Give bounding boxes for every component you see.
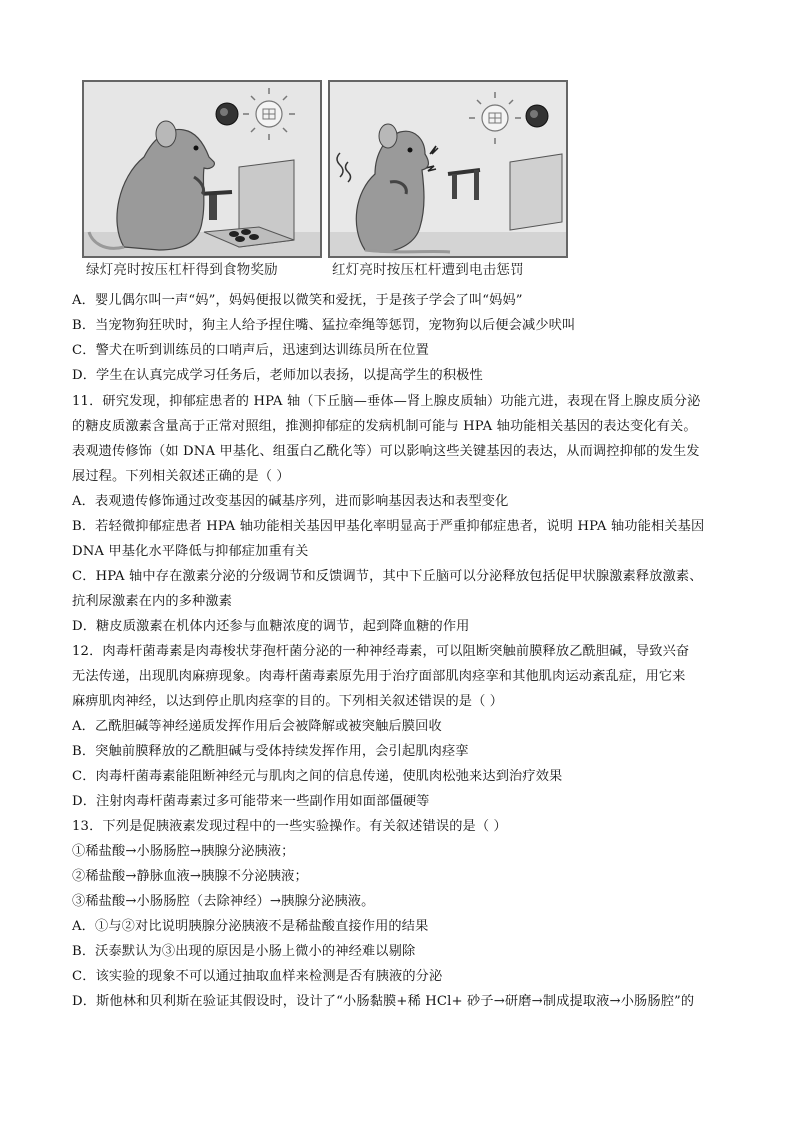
- question-11-stem-1: 11．研究发现，抑郁症患者的 HPA 轴（下丘脑—垂体—肾上腺皮质轴）功能亢进，表现在肾上腺皮质分泌: [72, 394, 701, 409]
- experiment-figure: [82, 80, 568, 258]
- figure-panel-food-reward: [82, 80, 322, 258]
- option-12b: B．突触前膜释放的乙酰胆碱与受体持续发挥作用，会引起肌肉痉挛: [72, 744, 469, 759]
- figure-panel-shock-punishment: [328, 80, 568, 258]
- option-11c-2: 抗利尿激素在内的多种激素: [72, 594, 233, 609]
- option-13d: D．斯他林和贝利斯在验证其假设时，设计了“小肠黏膜+稀 HCl+ 砂子→研磨→制成提取液→小肠肠腔”的: [72, 994, 695, 1009]
- option-12c: C．肉毒杆菌毒素能阻断神经元与肌肉之间的信息传递，使肌肉松弛来达到治疗效果: [72, 769, 563, 784]
- rat-food-reward-illustration: [84, 82, 320, 256]
- question-12-stem-2: 无法传递，出现肌肉麻痹现象。肉毒杆菌毒素原先用于治疗面部肌肉痉挛和其他肌肉运动紊乱症，用它来: [72, 669, 686, 684]
- question-11-stem-2: 的糖皮质激素含量高于正常对照组，推测抑郁症的发病机制可能与 HPA 轴功能相关基因的表达变化有关。: [72, 419, 697, 434]
- figure-captions: [82, 258, 568, 280]
- option-11a: A．表观遗传修饰通过改变基因的碱基序列，进而影响基因表达和表型变化: [72, 494, 509, 509]
- question-11-stem-4: 展过程。下列相关叙述正确的是（ ）: [72, 469, 290, 484]
- option-13c: C．该实验的现象不可以通过抽取血样来检测是否有胰液的分泌: [72, 969, 443, 984]
- option-10a: A．婴儿偶尔叫一声“妈”，妈妈便报以微笑和爱抚，于是孩子学会了叫“妈妈”: [72, 293, 523, 308]
- question-12-stem-3: 麻痹肌肉神经，以达到停止肌肉痉挛的目的。下列相关叙述错误的是（ ）: [72, 694, 504, 709]
- option-13a: A．①与②对比说明胰腺分泌胰液不是稀盐酸直接作用的结果: [72, 919, 429, 934]
- option-10c: C．警犬在听到训练员的口哨声后，迅速到达训练员所在位置: [72, 343, 430, 358]
- rat-shock-punishment-illustration: [330, 82, 566, 256]
- question-13-stem: 13．下列是促胰液素发现过程中的一些实验操作。有关叙述错误的是（ ）: [72, 819, 507, 834]
- option-10b: B．当宠物狗狂吠时，狗主人给予捏住嘴、猛拉牵绳等惩罚，宠物狗以后便会减少吠叫: [72, 318, 576, 333]
- option-11d: D．糖皮质激素在机体内还参与血糖浓度的调节，起到降血糖的作用: [72, 619, 470, 634]
- question-13-step-3: ③稀盐酸→小肠肠腔（去除神经）→胰腺分泌胰液。: [72, 894, 375, 909]
- question-11-stem-3: 表观遗传修饰（如 DNA 甲基化、组蛋白乙酰化等）可以影响这些关键基因的表达，从而调控抑郁的发生发: [72, 444, 700, 459]
- option-13b: B．沃泰默认为③出现的原因是小肠上微小的神经难以剔除: [72, 944, 416, 959]
- option-12a: A．乙酰胆碱等神经递质发挥作用后会被降解或被突触后膜回收: [72, 719, 442, 734]
- option-11c-1: C．HPA 轴中存在激素分泌的分级调节和反馈调节，其中下丘脑可以分泌释放包括促甲状腺激素释放激素、: [72, 569, 703, 584]
- option-11b-1: B．若轻微抑郁症患者 HPA 轴功能相关基因甲基化率明显高于严重抑郁症患者，说明 HPA 轴功能相关基因: [72, 519, 705, 534]
- figure-caption-right: 红灯亮时按压杠杆遭到电击惩罚: [332, 262, 524, 278]
- question-12-stem-1: 12．肉毒杆菌毒素是肉毒梭状芽孢杆菌分泌的一种神经毒素，可以阻断突触前膜释放乙酰胆碱，导致兴奋: [72, 644, 690, 659]
- figure-caption-left: 绿灯亮时按压杠杆得到食物奖励: [86, 262, 278, 278]
- option-10d: D．学生在认真完成学习任务后，老师加以表扬，以提高学生的积极性: [72, 368, 483, 383]
- question-13-step-1: ①稀盐酸→小肠肠腔→胰腺分泌胰液；: [72, 844, 295, 859]
- question-13-step-2: ②稀盐酸→静脉血液→胰腺不分泌胰液；: [72, 869, 308, 884]
- option-12d: D．注射肉毒杆菌毒素过多可能带来一些副作用如面部僵硬等: [72, 794, 430, 809]
- option-11b-2: DNA 甲基化水平降低与抑郁症加重有关: [72, 544, 309, 559]
